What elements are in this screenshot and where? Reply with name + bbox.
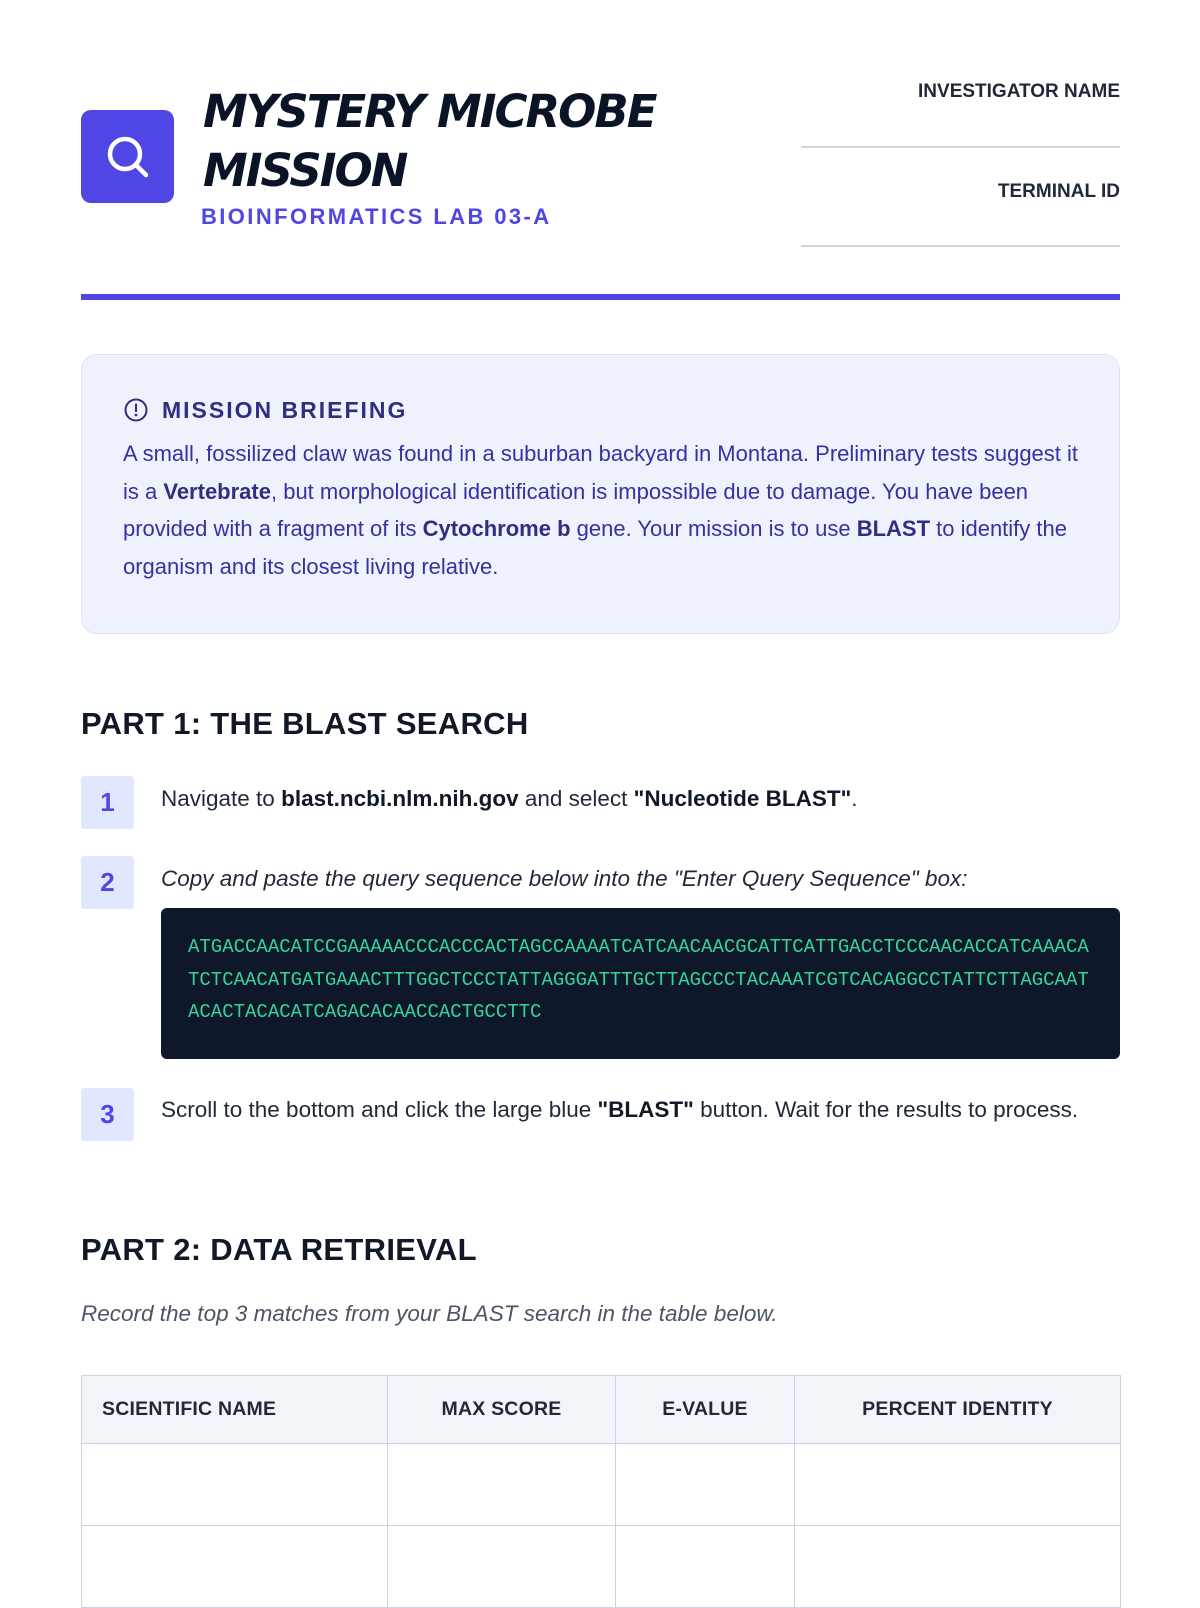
- step-number-1: 1: [81, 776, 134, 829]
- briefing-emphasis-vertebrate: Vertebrate: [163, 478, 271, 504]
- cell-percent-identity[interactable]: [795, 1444, 1121, 1526]
- cell-max-score[interactable]: [388, 1444, 616, 1526]
- briefing-text-part: to identify the organism and its closest living relative.: [123, 516, 1067, 579]
- step-1-text-part: and select: [518, 786, 634, 811]
- mission-briefing-box: [81, 354, 1120, 634]
- cell-max-score[interactable]: [388, 1526, 616, 1608]
- step-3-text-part: button. Wait for the results to process.: [693, 1097, 1079, 1122]
- cell-scientific-name[interactable]: [82, 1444, 388, 1526]
- header-max-score: MAX SCORE: [388, 1376, 616, 1444]
- part1-title: PART 1: THE BLAST SEARCH: [81, 706, 529, 741]
- part2-title: PART 2: DATA RETRIEVAL: [81, 1232, 477, 1267]
- cell-percent-identity[interactable]: [795, 1526, 1121, 1608]
- briefing-text-part: gene. Your mission is to use: [570, 516, 857, 541]
- logo-badge: [81, 110, 174, 203]
- blast-button-label: "BLAST": [597, 1097, 694, 1122]
- header-scientific-name: SCIENTIFIC NAME: [82, 1376, 388, 1444]
- terminal-id-line[interactable]: [801, 245, 1120, 247]
- briefing-heading: [123, 395, 1078, 425]
- query-sequence-box[interactable]: ATGACCAACATCCGAAAAACCCACCCACTAGCCAAAATCATCAACAACGCATTCATTGACCTCCCAACACCATCAAACATCTCAACATGATGAAACTTTGGCTCCCTATTAGGGATTTGCTTAGCCCTACAAATCGTCACAGGCCTATTCTTAGCAATACACTACACATCAGACACAACCACTGCCTTC: [161, 908, 1120, 1059]
- title-line-1: MYSTERY MICROBE: [203, 85, 656, 138]
- cell-scientific-name[interactable]: [82, 1526, 388, 1608]
- worksheet-page: [81, 0, 1120, 1420]
- page-subtitle: BIOINFORMATICS LAB 03-A: [201, 204, 552, 229]
- investigator-name-label: INVESTIGATOR NAME: [918, 81, 1120, 102]
- terminal-id-field[interactable]: [801, 181, 1120, 247]
- blast-url[interactable]: blast.ncbi.nlm.nih.gov: [281, 786, 519, 811]
- briefing-text-part: , but morphological identification is impossible due to damage. You have been provided with a fragment of its: [123, 478, 1029, 541]
- investigator-name-field[interactable]: [801, 81, 1120, 148]
- header-percent-identity: PERCENT IDENTITY: [795, 1376, 1121, 1444]
- briefing-text: [123, 435, 1078, 585]
- investigator-name-line[interactable]: [801, 146, 1120, 148]
- page-title: [203, 82, 763, 200]
- briefing-emphasis-blast: BLAST: [856, 516, 931, 541]
- terminal-id-label: TERMINAL ID: [997, 181, 1120, 202]
- step-3-text: [161, 1093, 1120, 1127]
- step-2-text: Copy and paste the query sequence below into the "Enter Query Sequence" box:: [161, 866, 968, 891]
- table-header-row: [82, 1376, 1121, 1444]
- briefing-emphasis-cytochrome: Cytochrome b: [422, 516, 571, 541]
- step-3-text-part: Scroll to the bottom and click the large blue: [161, 1097, 598, 1122]
- header-divider: [81, 294, 1120, 300]
- magnifying-glass-icon: [105, 134, 151, 180]
- alert-circle-icon: [123, 397, 149, 423]
- header-e-value: E-VALUE: [616, 1376, 795, 1444]
- briefing-title: MISSION BRIEFING: [162, 396, 408, 423]
- step-1-text-part: .: [851, 786, 858, 811]
- cell-e-value[interactable]: [616, 1444, 795, 1526]
- step-number-3: 3: [81, 1088, 134, 1141]
- briefing-text-part: A small, fossilized claw was found in a suburban backyard in Montana. Preliminary tests suggest it is a: [123, 441, 1079, 504]
- nucleotide-blast-label: "Nucleotide BLAST": [633, 786, 852, 811]
- table-row: [82, 1526, 1121, 1608]
- cell-e-value[interactable]: [616, 1526, 795, 1608]
- table-row: [82, 1444, 1121, 1526]
- header: [81, 0, 1120, 300]
- step-number-2: 2: [81, 856, 134, 909]
- step-1-text: [161, 782, 1120, 816]
- part2-instruction: Record the top 3 matches from your BLAST search in the table below.: [81, 1301, 778, 1326]
- step-1-text-part: Navigate to: [161, 786, 282, 811]
- results-table: [81, 1375, 1121, 1608]
- title-line-2: MISSION: [203, 144, 407, 197]
